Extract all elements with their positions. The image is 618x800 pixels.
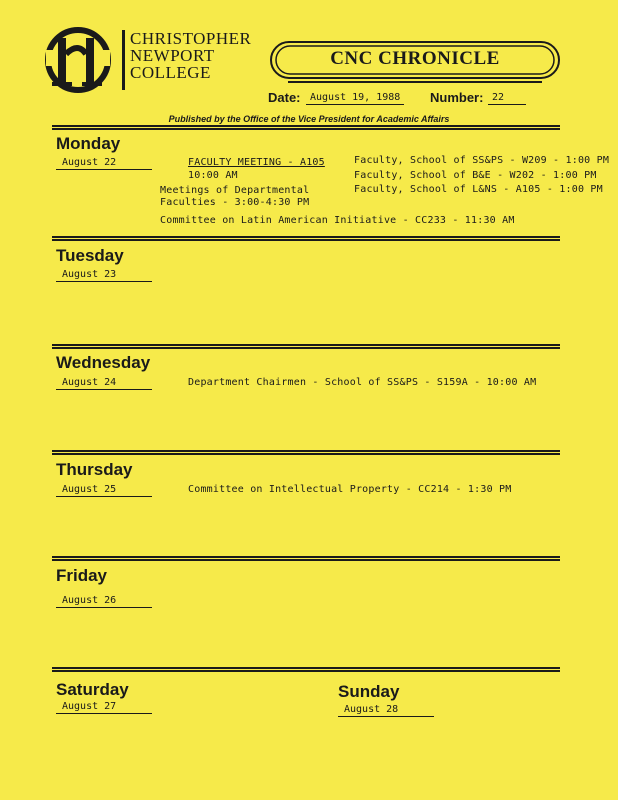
date-label: Date:	[268, 90, 301, 105]
day-date-sunday: August 28	[338, 704, 434, 717]
date-value: August 19, 1988	[306, 92, 404, 105]
college-logo-icon	[38, 20, 118, 98]
event-department-chairmen: Department Chairmen - School of SS&PS - S159A - 10:00 AM	[188, 377, 537, 388]
number-label: Number:	[430, 90, 484, 105]
event-departmental-line1: Meetings of Departmental	[160, 185, 310, 196]
day-heading-wednesday: Wednesday	[56, 353, 151, 372]
divider-rule	[52, 667, 560, 672]
event-lns: Faculty, School of L&NS - A105 - 1:00 PM	[354, 184, 603, 195]
divider-rule	[52, 125, 560, 130]
day-heading-tuesday: Tuesday	[56, 246, 124, 265]
college-name	[130, 30, 251, 81]
day-date-thursday: August 25	[56, 484, 152, 497]
day-date-wednesday: August 24	[56, 377, 152, 390]
divider-rule	[52, 344, 560, 349]
event-bne: Faculty, School of B&E - W202 - 1:00 PM	[354, 170, 597, 181]
day-heading-saturday: Saturday	[56, 680, 129, 699]
college-name-line: COLLEGE	[130, 63, 211, 82]
newsletter-title: CNC CHRONICLE	[330, 48, 500, 69]
day-heading-thursday: Thursday	[56, 460, 133, 479]
day-heading-monday: Monday	[56, 134, 121, 153]
day-heading-sunday: Sunday	[338, 682, 400, 701]
divider-rule	[52, 236, 560, 241]
event-latin-american: Committee on Latin American Initiative - CC233 - 11:30 AM	[160, 215, 515, 226]
divider-rule	[52, 556, 560, 561]
event-intellectual-property: Committee on Intellectual Property - CC214 - 1:30 PM	[188, 484, 512, 495]
event-departmental-line2: Faculties - 3:00-4:30 PM	[160, 197, 310, 208]
day-date-monday: August 22	[56, 157, 152, 170]
day-date-tuesday: August 23	[56, 269, 152, 282]
day-date-saturday: August 27	[56, 701, 152, 714]
event-faculty-meeting-time: 10:00 AM	[188, 170, 238, 181]
college-name-line: CHRISTOPHER	[130, 29, 252, 48]
day-heading-friday: Friday	[56, 566, 108, 585]
event-ssps: Faculty, School of SS&PS - W209 - 1:00 PM	[354, 155, 610, 166]
published-by: Published by the Office of the Vice President for Academic Affairs	[168, 114, 450, 124]
number-value: 22	[488, 92, 526, 105]
masthead-divider	[122, 30, 125, 90]
divider-rule	[52, 450, 560, 455]
day-date-friday: August 26	[56, 595, 152, 608]
college-name-line: NEWPORT	[130, 46, 215, 65]
event-faculty-meeting: FACULTY MEETING - A105	[188, 157, 325, 168]
